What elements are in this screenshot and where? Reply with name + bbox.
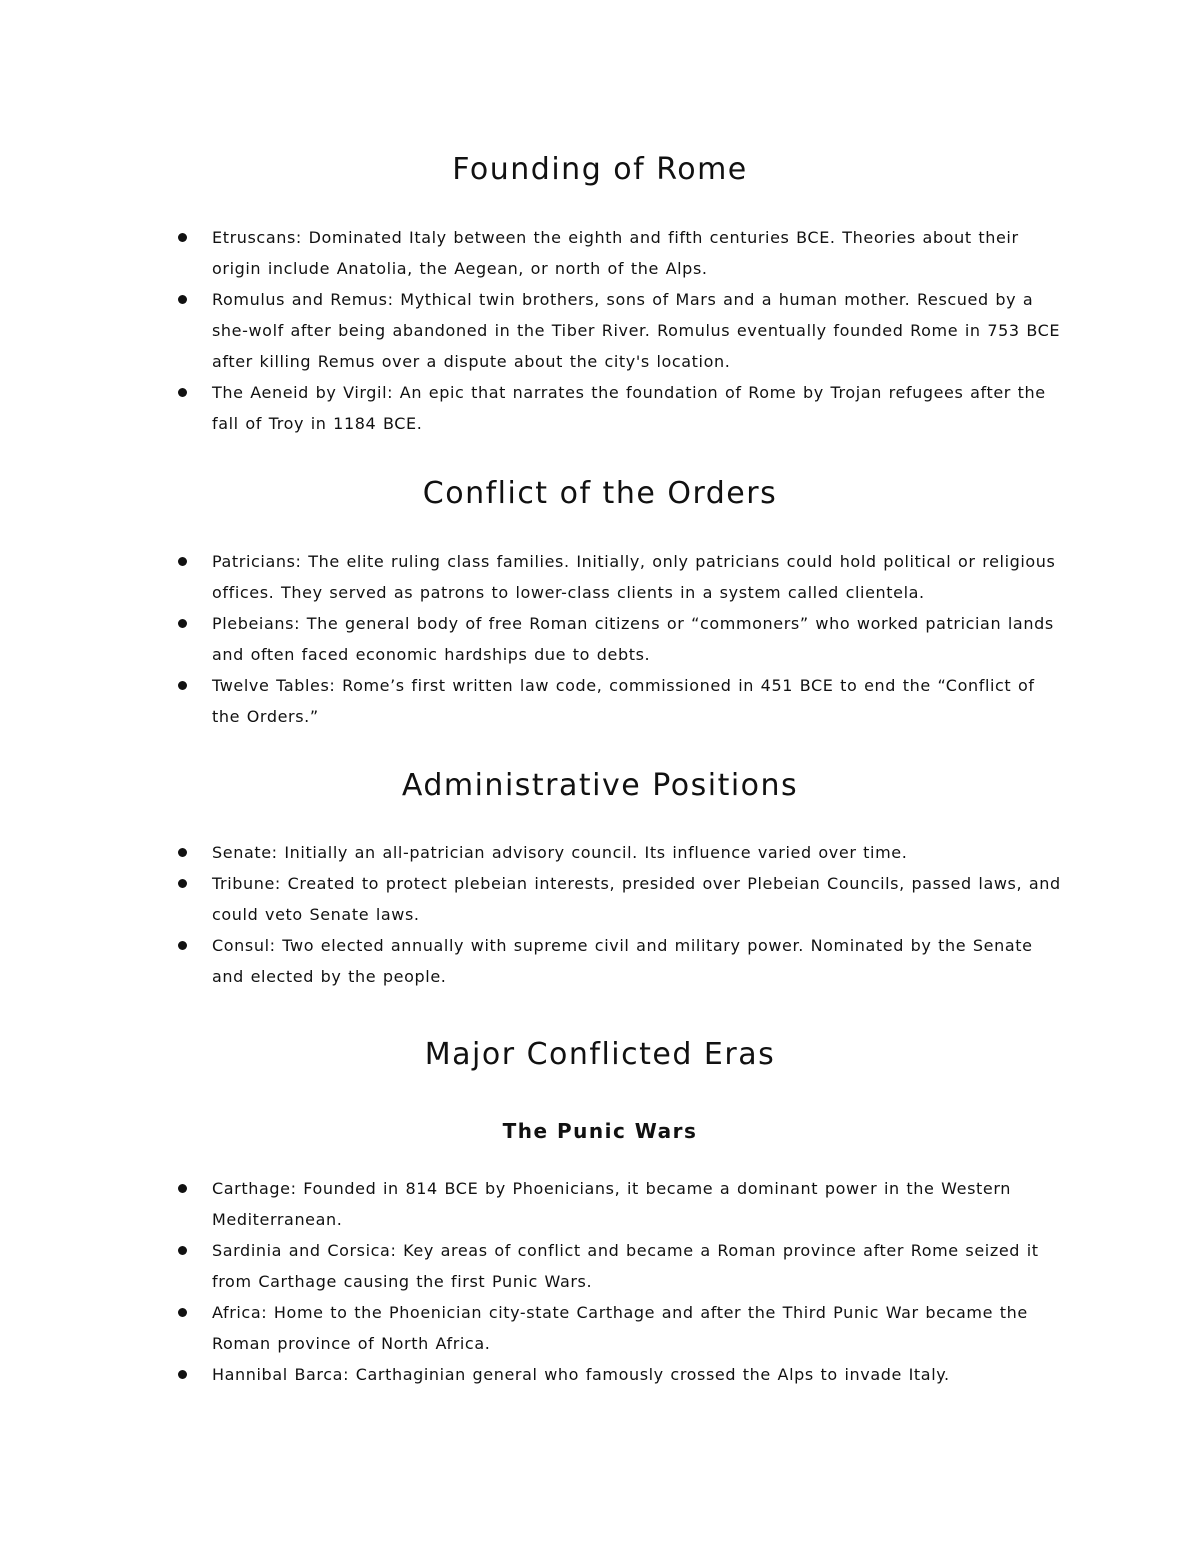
bullet-icon [178,1246,187,1255]
list-item [0,1297,1200,1359]
list-item-term: Romulus and Remus: [212,290,394,309]
list-item-term: Senate: [212,843,278,862]
bullet-icon [178,557,187,566]
list-item-text: Home to the Phoenician city-state Carthage and after the Third Punic War became the Roman province of North Africa. [212,1303,1028,1353]
bullet-icon [178,1370,187,1379]
list-item-term: Patricians: [212,552,302,571]
list-item-text: An epic that narrates the foundation of Rome by Trojan refugees after the fall of Troy in 1184 BCE. [212,383,1046,433]
list-item [0,1173,1200,1235]
section-title-conflict-of-the-orders: Conflict of the Orders [422,476,778,511]
bullet-icon [178,388,187,397]
list-item [0,930,1200,992]
bullet-icon [178,941,187,950]
list-item-term: Etruscans: [212,228,302,247]
list-item-term: The Aeneid by Virgil: [212,383,394,402]
list-item-term: Sardinia and Corsica: [212,1241,397,1260]
section-title-founding-of-rome: Founding of Rome [452,152,748,187]
list-item-text: Carthaginian general who famously crossed the Alps to invade Italy. [349,1365,950,1384]
list-item [0,222,1200,284]
list-item-text: Mythical twin brothers, sons of Mars and a human mother. Rescued by a she-wolf after being abandoned in the Tiber River. Romulus eventually founded Rome in 753 BCE after killing Remus over a dispute about the city's location. [212,290,1061,371]
list-item-term: Consul: [212,936,276,955]
list-item [0,608,1200,670]
list-item-text: Key areas of conflict and became a Roman province after Rome seized it from Carthage causing the first Punic Wars. [212,1241,1039,1291]
list-item-term: Carthage: [212,1179,297,1198]
bullet-icon [178,233,187,242]
list-item-text: The elite ruling class families. Initially, only patricians could hold political or religious offices. They served as patrons to lower-class clients in a system called clientela. [212,552,1056,602]
bullet-icon [178,1308,187,1317]
list-item [0,377,1200,439]
bullet-icon [178,619,187,628]
list-item [0,546,1200,608]
list-item-text: Initially an all-patrician advisory council. Its influence varied over time. [277,843,908,862]
list-item-term: Africa: [212,1303,268,1322]
list-item [0,837,1200,868]
list-item [0,284,1200,377]
subsection-title-punic-wars: The Punic Wars [502,1119,698,1143]
bullet-icon [178,295,187,304]
list-item-term: Hannibal Barca: [212,1365,350,1384]
list-item [0,670,1200,732]
section-title-major-conflicted-eras: Major Conflicted Eras [424,1037,776,1072]
bullet-list-major-conflicted-eras [0,1173,1200,1390]
section-title-administrative-positions: Administrative Positions [401,768,799,803]
bullet-list-administrative-positions [0,837,1200,992]
bullet-icon [178,879,187,888]
list-item-text: Two elected annually with supreme civil and military power. Nominated by the Senate and elected by the people. [212,936,1033,986]
list-item [0,868,1200,930]
bullet-list-conflict-of-the-orders [0,546,1200,732]
list-item-text: The general body of free Roman citizens or “commoners” who worked patrician lands and often faced economic hardships due to debts. [212,614,1054,664]
bullet-icon [178,1184,187,1193]
list-item [0,1359,1200,1390]
list-item-text: Dominated Italy between the eighth and fifth centuries BCE. Theories about their origin include Anatolia, the Aegean, or north of the Alps. [212,228,1019,278]
list-item-text: Rome’s first written law code, commissioned in 451 BCE to end the “Conflict of the Orders.” [212,676,1035,726]
list-item-term: Twelve Tables: [212,676,336,695]
bullet-icon [178,848,187,857]
list-item-text: Created to protect plebeian interests, presided over Plebeian Councils, passed laws, and could veto Senate laws. [212,874,1061,924]
bullet-icon [178,681,187,690]
list-item-term: Plebeians: [212,614,301,633]
list-item [0,1235,1200,1297]
list-item-term: Tribune: [212,874,281,893]
bullet-list-founding-of-rome [0,222,1200,439]
list-item-text: Founded in 814 BCE by Phoenicians, it became a dominant power in the Western Mediterranean. [212,1179,1011,1229]
